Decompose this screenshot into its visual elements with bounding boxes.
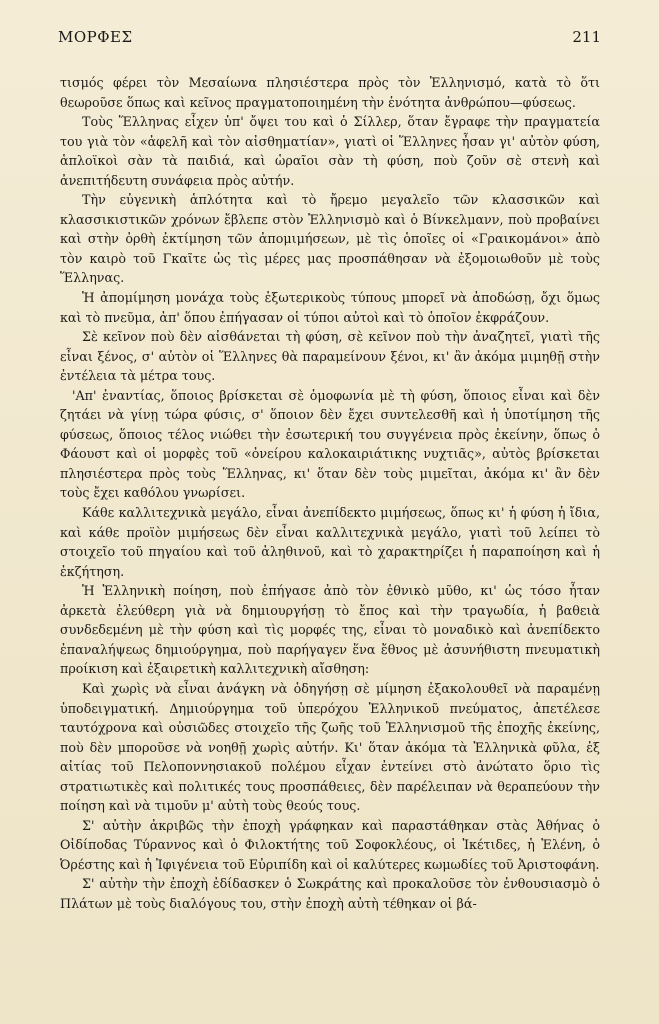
paragraph: Καὶ χωρὶς νὰ εἶναι ἀνάγκη νὰ ὁδηγήσῃ σὲ μίμηση ἐξακολουθεῖ νὰ παραμένῃ ὑποδειγματική. Δημιούργημα τοῦ ὑπερόχου Ἑλληνικοῦ πνεύματος, ἀπετέλεσε ταυτόχρονα καὶ οὐσιῶδες στοιχεῖο τῆς ζωῆς τοῦ Ἑλληνισμοῦ τῆς ἐποχῆς ἐκείνης, ποὺ δὲν μποροῦσε νὰ νοηθῇ χωρὶς αὐτήν. Κι' ὅταν ἀκόμα τὰ Ἑλληνικὰ φῦλα, ἐξ αἰτίας τοῦ Πελοποννησιακοῦ πολέμου εἶχαν ἐντείνει στὸ ἀνώτατο ὅριο τὶς στρατιωτικὲς καὶ πολιτικές τους προσπάθειες, δὲν παρέλειπαν νὰ θεραπεύουν τὴν ποίηση καὶ νὰ τιμοῦν μ' αὐτὴ τοὺς θεούς τους. <box>60 680 600 814</box>
paragraph: Ἡ ἀπομίμηση μονάχα τοὺς ἐξωτερικοὺς τύπους μπορεῖ νὰ ἀποδώσῃ, ὄχι ὅμως καὶ τὸ πνεῦμα, ἀπ' ὅπου ἐπήγασαν οἱ τύποι αὐτοὶ καὶ τὸ ὁποῖον ἐκφράζουν. <box>60 290 600 325</box>
paragraph: τισμός φέρει τὸν Μεσαίωνα πλησιέστερα πρὸς τὸν Ἑλληνισμό, κατὰ τὸ ὅτι θεωροῦσε ὅπως καὶ κεῖνος πραγματοποιημένη τὴν ἑνότητα ἀνθρώπου—φύσεως. <box>60 75 600 110</box>
paragraph: Τοὺς Ἕλληνας εἶχεν ὑπ' ὄψει του καὶ ὁ Σίλλερ, ὅταν ἔγραφε τὴν πραγματεία του γιὰ τὸν «ἀφελῆ καὶ τὸν αἰσθηματίαν», γιατὶ οἱ Ἕλληνες ἦσαν γι' αὐτὸν φύση, ἁπλοϊκοὶ σὰν τὰ παιδιά, καὶ ὡραῖοι σὰν τὴ φύση, ποὺ ζοῦν σὲ στενὴ καὶ ἀνεπιτήδευτη συνάφεια πρὸς αὐτήν. <box>60 114 600 188</box>
paragraph: Σ' αὐτὴν ἀκριβῶς τὴν ἐποχὴ γράφηκαν καὶ παραστάθηκαν στὰς Ἀθήνας ὁ Οἰδίποδας Τύραννος καὶ ὁ Φιλοκτήτης τοῦ Σοφοκλέους, οἱ Ἱκέτιδες, ἡ Ἑλένη, ὁ Ὀρέστης καὶ ἡ Ἰφιγένεια τοῦ Εὐριπίδη καὶ οἱ καλύτερες κωμωδίες τοῦ Ἀριστοφάνη. <box>60 817 600 872</box>
paragraph: 'Απ' ἐναντίας, ὅποιος βρίσκεται σὲ ὁμοφωνία μὲ τὴ φύση, ὅποιος εἶναι καὶ δὲν ζητάει νὰ γίνῃ τώρα φύσις, σ' ὅποιον δὲν ἔχει συντελεσθῆ καὶ ἡ ὑποτίμηση τῆς φύσεως, ὅποιος τέλος νιώθει τὴν ἐσωτερική του συγγένεια πρὸς ἐκείνην, ὅπως ὁ Φάουστ καὶ οἱ μορφὲς τοῦ «ὀνείρου καλοκαιριάτικης νυχτιᾶς», αὐτὸς βρίσκεται πλησιέστερα πρὸς τοὺς Ἕλληνας, κι' ὅταν δὲν τοὺς μιμεῖται, ἀκόμα κι' ἂν δὲν τοὺς ἔχει καθόλου γνωρίσει. <box>60 387 600 501</box>
paragraph: Κάθε καλλιτεχνικὰ μεγάλο, εἶναι ἀνεπίδεκτο μιμήσεως, ὅπως κι' ἡ φύση ἡ ἴδια, καὶ κάθε προϊὸν μιμήσεως δὲν εἶναι καλλιτεχνικὰ μεγάλο, γιατὶ τοῦ λείπει τὸ στοιχεῖο τοῦ πηγαίου καὶ τοῦ ἀληθινοῦ, καὶ τὸ χαρακτηρίζει ἡ παραποίηση καὶ ἡ ἐκζήτηση. <box>60 505 600 579</box>
page-header <box>58 28 601 52</box>
running-head: ΜΟΡΦΕΣ <box>58 28 133 46</box>
paragraph: Τὴν εὐγενικὴ ἁπλότητα καὶ τὸ ἤρεμο μεγαλεῖο τῶν κλασσικῶν καὶ κλασσικιστικῶν χρόνων ἔβλεπε στὸν Ἑλληνισμὸ καὶ ὁ Βίνκελμανν, ποὺ προβαίνει καὶ στὴν ὀρθὴ ἐκτίμηση τῶν ἀπομιμήσεων, μὲ τὶς ὁποῖες οἱ «Γραικομάνοι» ἀπὸ τὸν καιρὸ τοῦ Γκαῖτε ὡς τὶς μέρες μας προσπάθησαν νὰ ἐξομοιωθοῦν μὲ τοὺς Ἕλληνας. <box>60 192 600 286</box>
paragraph: Σ' αὐτὴν τὴν ἐποχὴ ἐδίδασκεν ὁ Σωκράτης καὶ προκαλοῦσε τὸν ἐνθουσιασμὸ ὁ Πλάτων μὲ τοὺς διαλόγους του, στὴν ἐποχὴ αὐτὴ τέθηκαν οἱ βά- <box>60 876 600 911</box>
page-number: 211 <box>572 28 601 46</box>
paragraph: Σὲ κεῖνον ποὺ δὲν αἰσθάνεται τὴ φύση, σὲ κεῖνον ποὺ τὴν ἀναζητεῖ, γιατὶ τῆς εἶναι ξένος, σ' αὐτὸν οἱ Ἕλληνες θὰ παραμείνουν ξένοι, κι' ἂν ἀκόμα μιμηθῇ στὴν ἐντέλεια τὰ μέτρα τους. <box>60 329 600 384</box>
body-text <box>60 73 600 914</box>
paragraph: Ἡ Ἑλληνικὴ ποίηση, ποὺ ἐπήγασε ἀπὸ τὸν ἐθνικὸ μῦθο, κι' ὡς τόσο ἦταν ἀρκετὰ ἐλεύθερη γιὰ νὰ δημιουργήσῃ τὸ ἔπος καὶ τὴν τραγωδία, ἡ βαθειὰ συνδεδεμένη μὲ τὴν φύση καὶ τὶς μορφές της, εἶναι τὸ μοναδικὸ καὶ ἀνεπίδεκτο ἐπαναλήψεως δημιούργημα, ποὺ παρήγαγεν ἕνα ἔθνος μὲ ἀσυνήθιστη πνευματικὴ προίκιση καὶ ἐξαιρετικὴ καλλιτεχνικὴ αἴσθηση: <box>60 583 600 677</box>
